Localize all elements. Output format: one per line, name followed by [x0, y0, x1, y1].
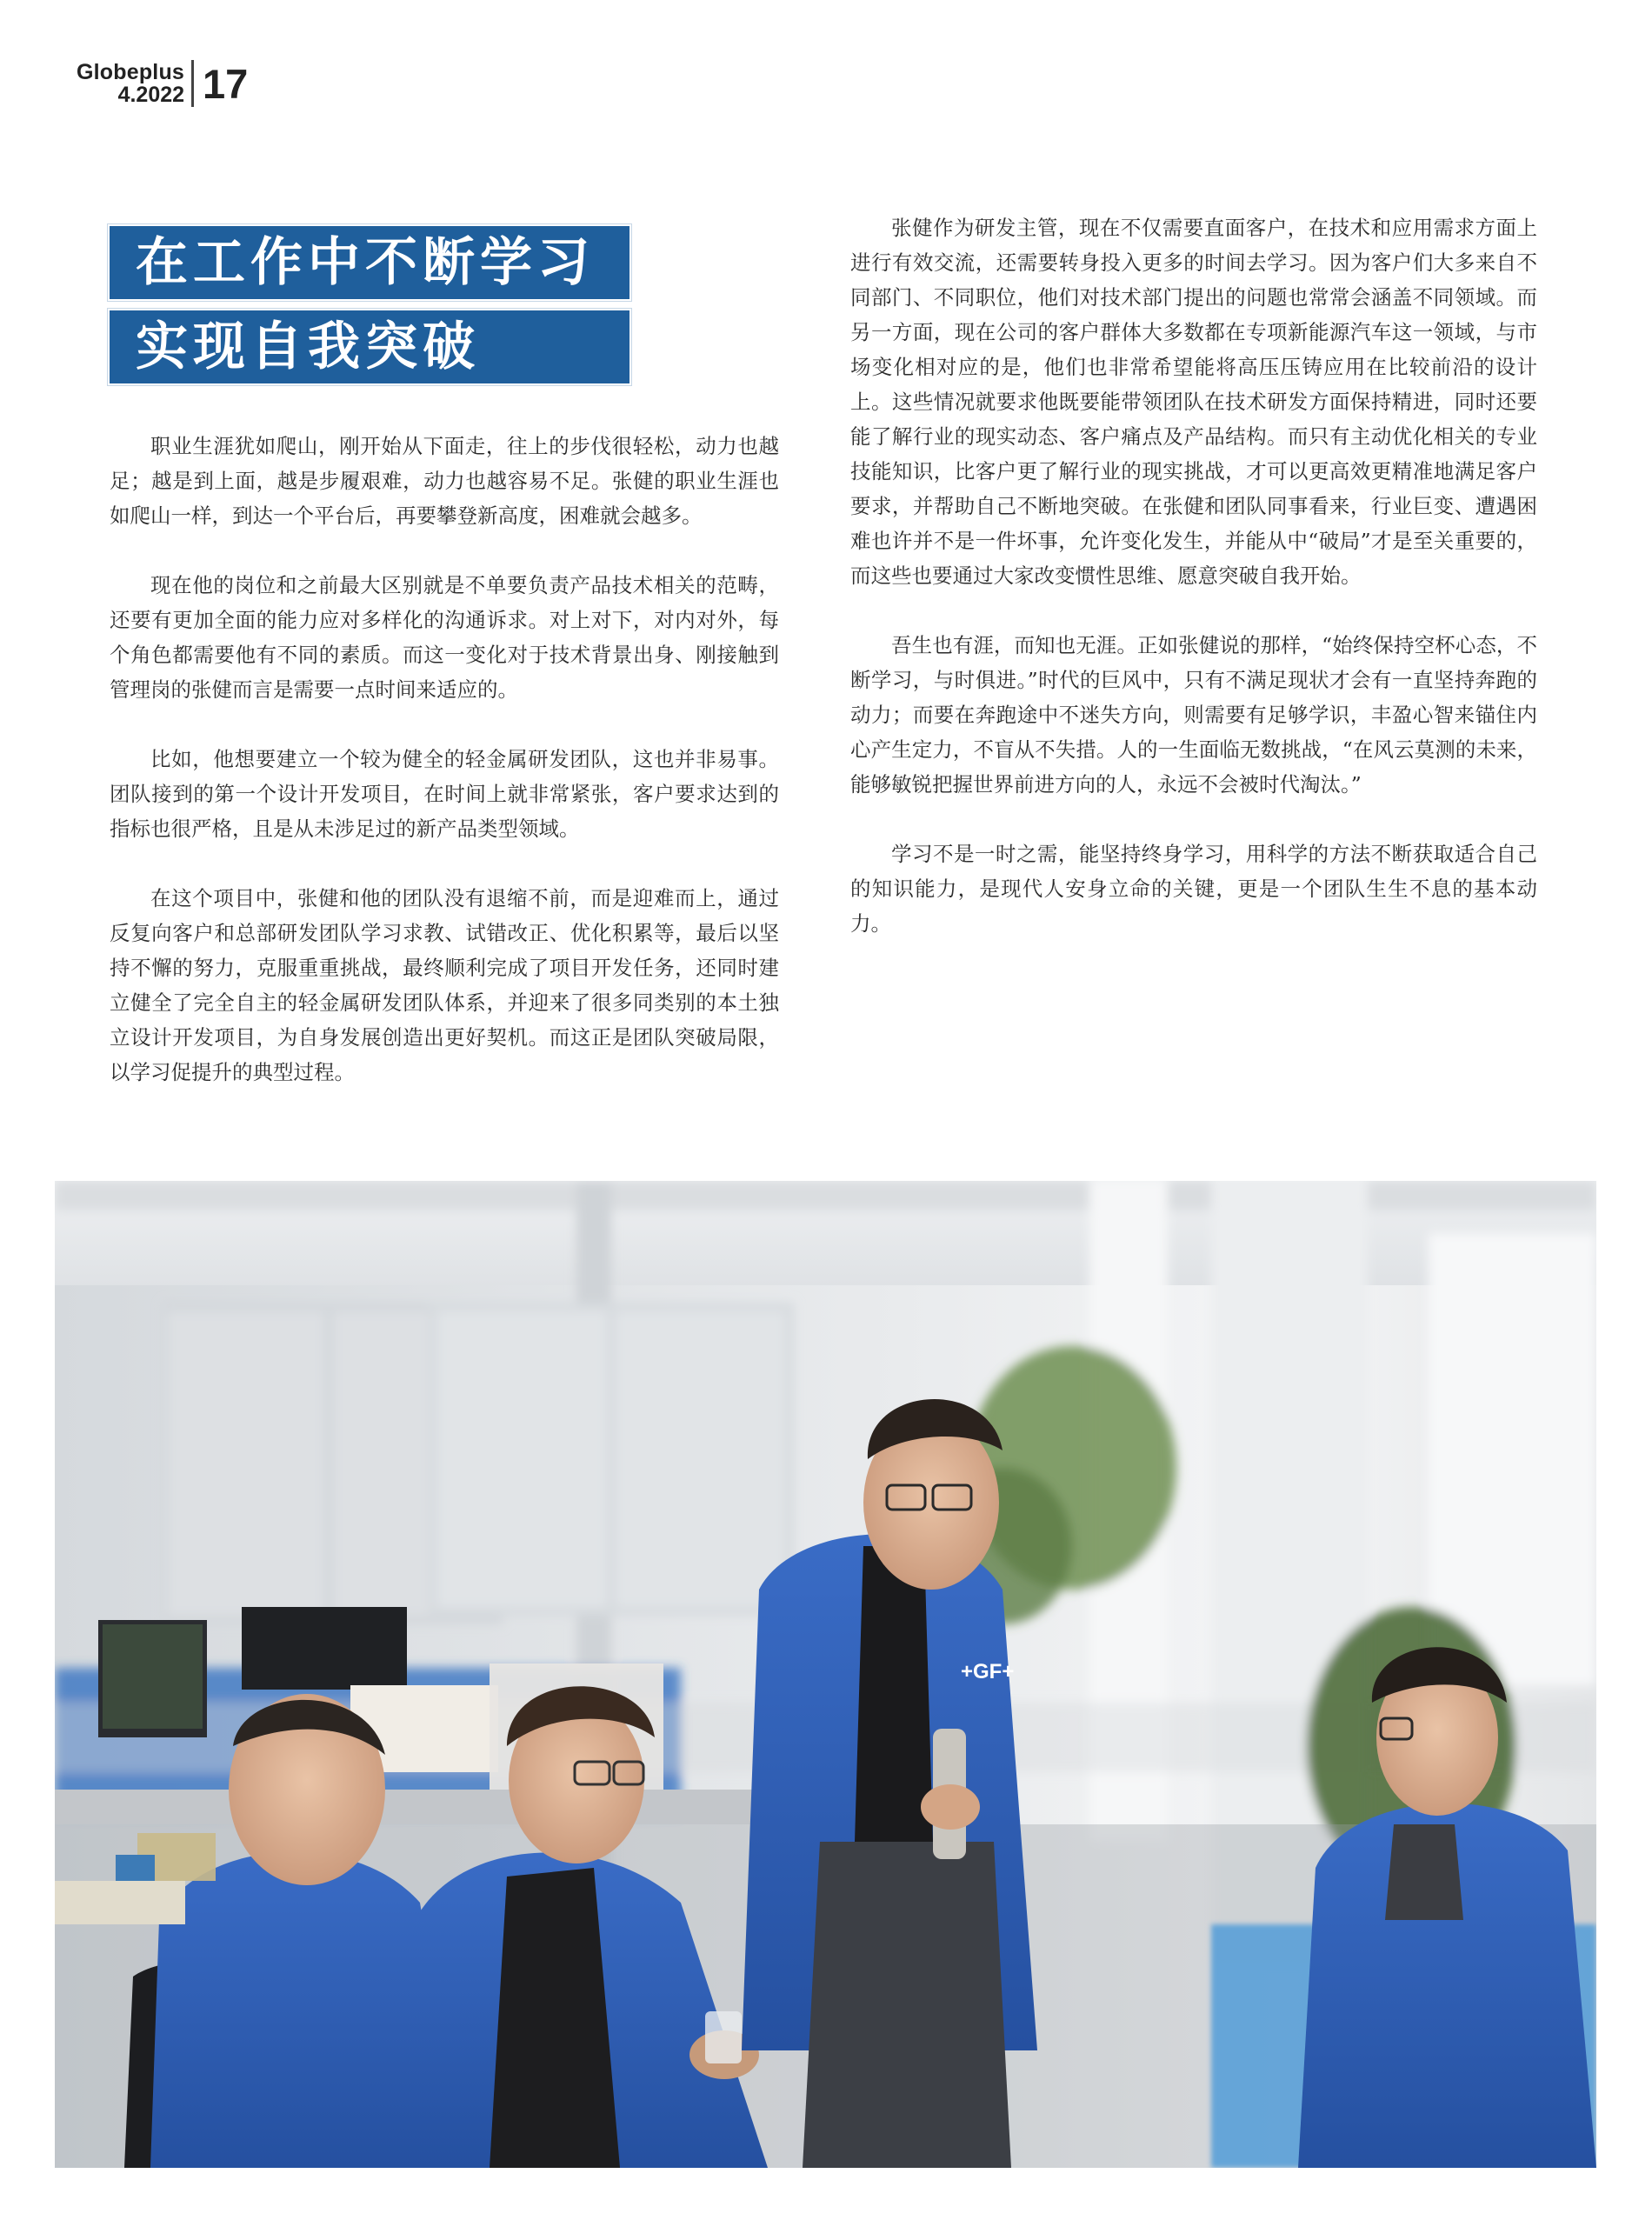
- right-text-column: [850, 210, 1537, 976]
- paragraph: 在这个项目中，张健和他的团队没有退缩不前，而是迎难而上，通过反复向客户和总部研发团队学习求教、试错改正、优化积累等，最后以坚持不懈的努力，克服重重挑战，最终顺利完成了项目开发任务，还同时建立健全了完全自主的轻金属研发团队体系，并迎来了很多同类别的本土独立设计开发项目，为自身发展创造出更好契机。而这正是团队突破局限，以学习促提升的典型过程。: [110, 886, 779, 1084]
- issue-date: 4.2022: [117, 83, 185, 107]
- jacket-logo: +GF+: [961, 1660, 1015, 1683]
- left-text-column: [110, 429, 779, 1124]
- article-title-line-1: 在工作中不断学习: [110, 226, 629, 299]
- magazine-name: Globeplus: [77, 59, 185, 84]
- paragraph: 吾生也有涯，而知也无涯。正如张健说的那样，“始终保持空杯心态，不断学习，与时俱进。”时代的巨风中，只有不满足现状才会有一直坚持奔跑的动力；而要在奔跑途中不迷失方向，则需要有足够学识，丰盈心智来锚住内心产生定力，不盲从不失措。人的一生面临无数挑战，“在风云莫测的未来，能够敏锐把握世界前进方向的人，永远不会被时代淘汰。”: [850, 633, 1537, 797]
- paragraph: 张健作为研发主管，现在不仅需要直面客户，在技术和应用需求方面上进行有效交流，还需要转身投入更多的时间去学习。因为客户们大多来自不同部门、不同职位，他们对技术部门提出的问题也常常会涵盖不同领域。而另一方面，现在公司的客户群体大多数都在专项新能源汽车这一领域，与市场变化相对应的是，他们也非常希望能将高压压铸应用在比较前沿的设计上。这些情况就要求他既要能带领团队在技术研发方面保持精进，同时还要能了解行业的现实动态、客户痛点及产品结构。而只有主动优化相关的专业技能知识，比客户更了解行业的现实挑战，才可以更高效更精准地满足客户要求，并帮助自己不断地突破。在张健和团队同事看来，行业巨变、遭遇困难也许并不是一件坏事，允许变化发生，并能从中“破局”才是至关重要的，而这些也要通过大家改变惯性思维、愿意突破自我开始。: [850, 216, 1537, 588]
- paragraph: 学习不是一时之需，能坚持终身学习，用科学的方法不断获取适合自己的知识能力，是现代人安身立命的关键，更是一个团队生生不息的基本动力。: [850, 842, 1537, 936]
- paragraph: 职业生涯犹如爬山，刚开始从下面走，往上的步伐很轻松，动力也越足；越是到上面，越是步履艰难，动力也越容易不足。张健的职业生涯也如爬山一样，到达一个平台后，再要攀登新高度，困难就会越多。: [110, 434, 779, 528]
- paragraph: 比如，他想要建立一个较为健全的轻金属研发团队，这也并非易事。团队接到的第一个设计开发项目，在时间上就非常紧张，客户要求达到的指标也很严格，且是从未涉足过的新产品类型领域。: [110, 747, 779, 841]
- folio-divider: [191, 60, 194, 107]
- page-number: 17: [203, 60, 249, 107]
- office-scene-illustration: [55, 1181, 1596, 2168]
- paragraph: 现在他的岗位和之前最大区别就是不单要负责产品技术相关的范畴，还要有更加全面的能力应对多样化的沟通诉求。对上对下，对内对外，每个角色都需要他有不同的素质。而这一变化对于技术背景出身、刚接触到管理岗的张健而言是需要一点时间来适应的。: [110, 573, 779, 702]
- magazine-issue-block: [77, 61, 184, 107]
- article-title-line-2: 实现自我突破: [110, 310, 629, 383]
- team-office-photo: [55, 1181, 1596, 2168]
- page-folio: [77, 59, 248, 108]
